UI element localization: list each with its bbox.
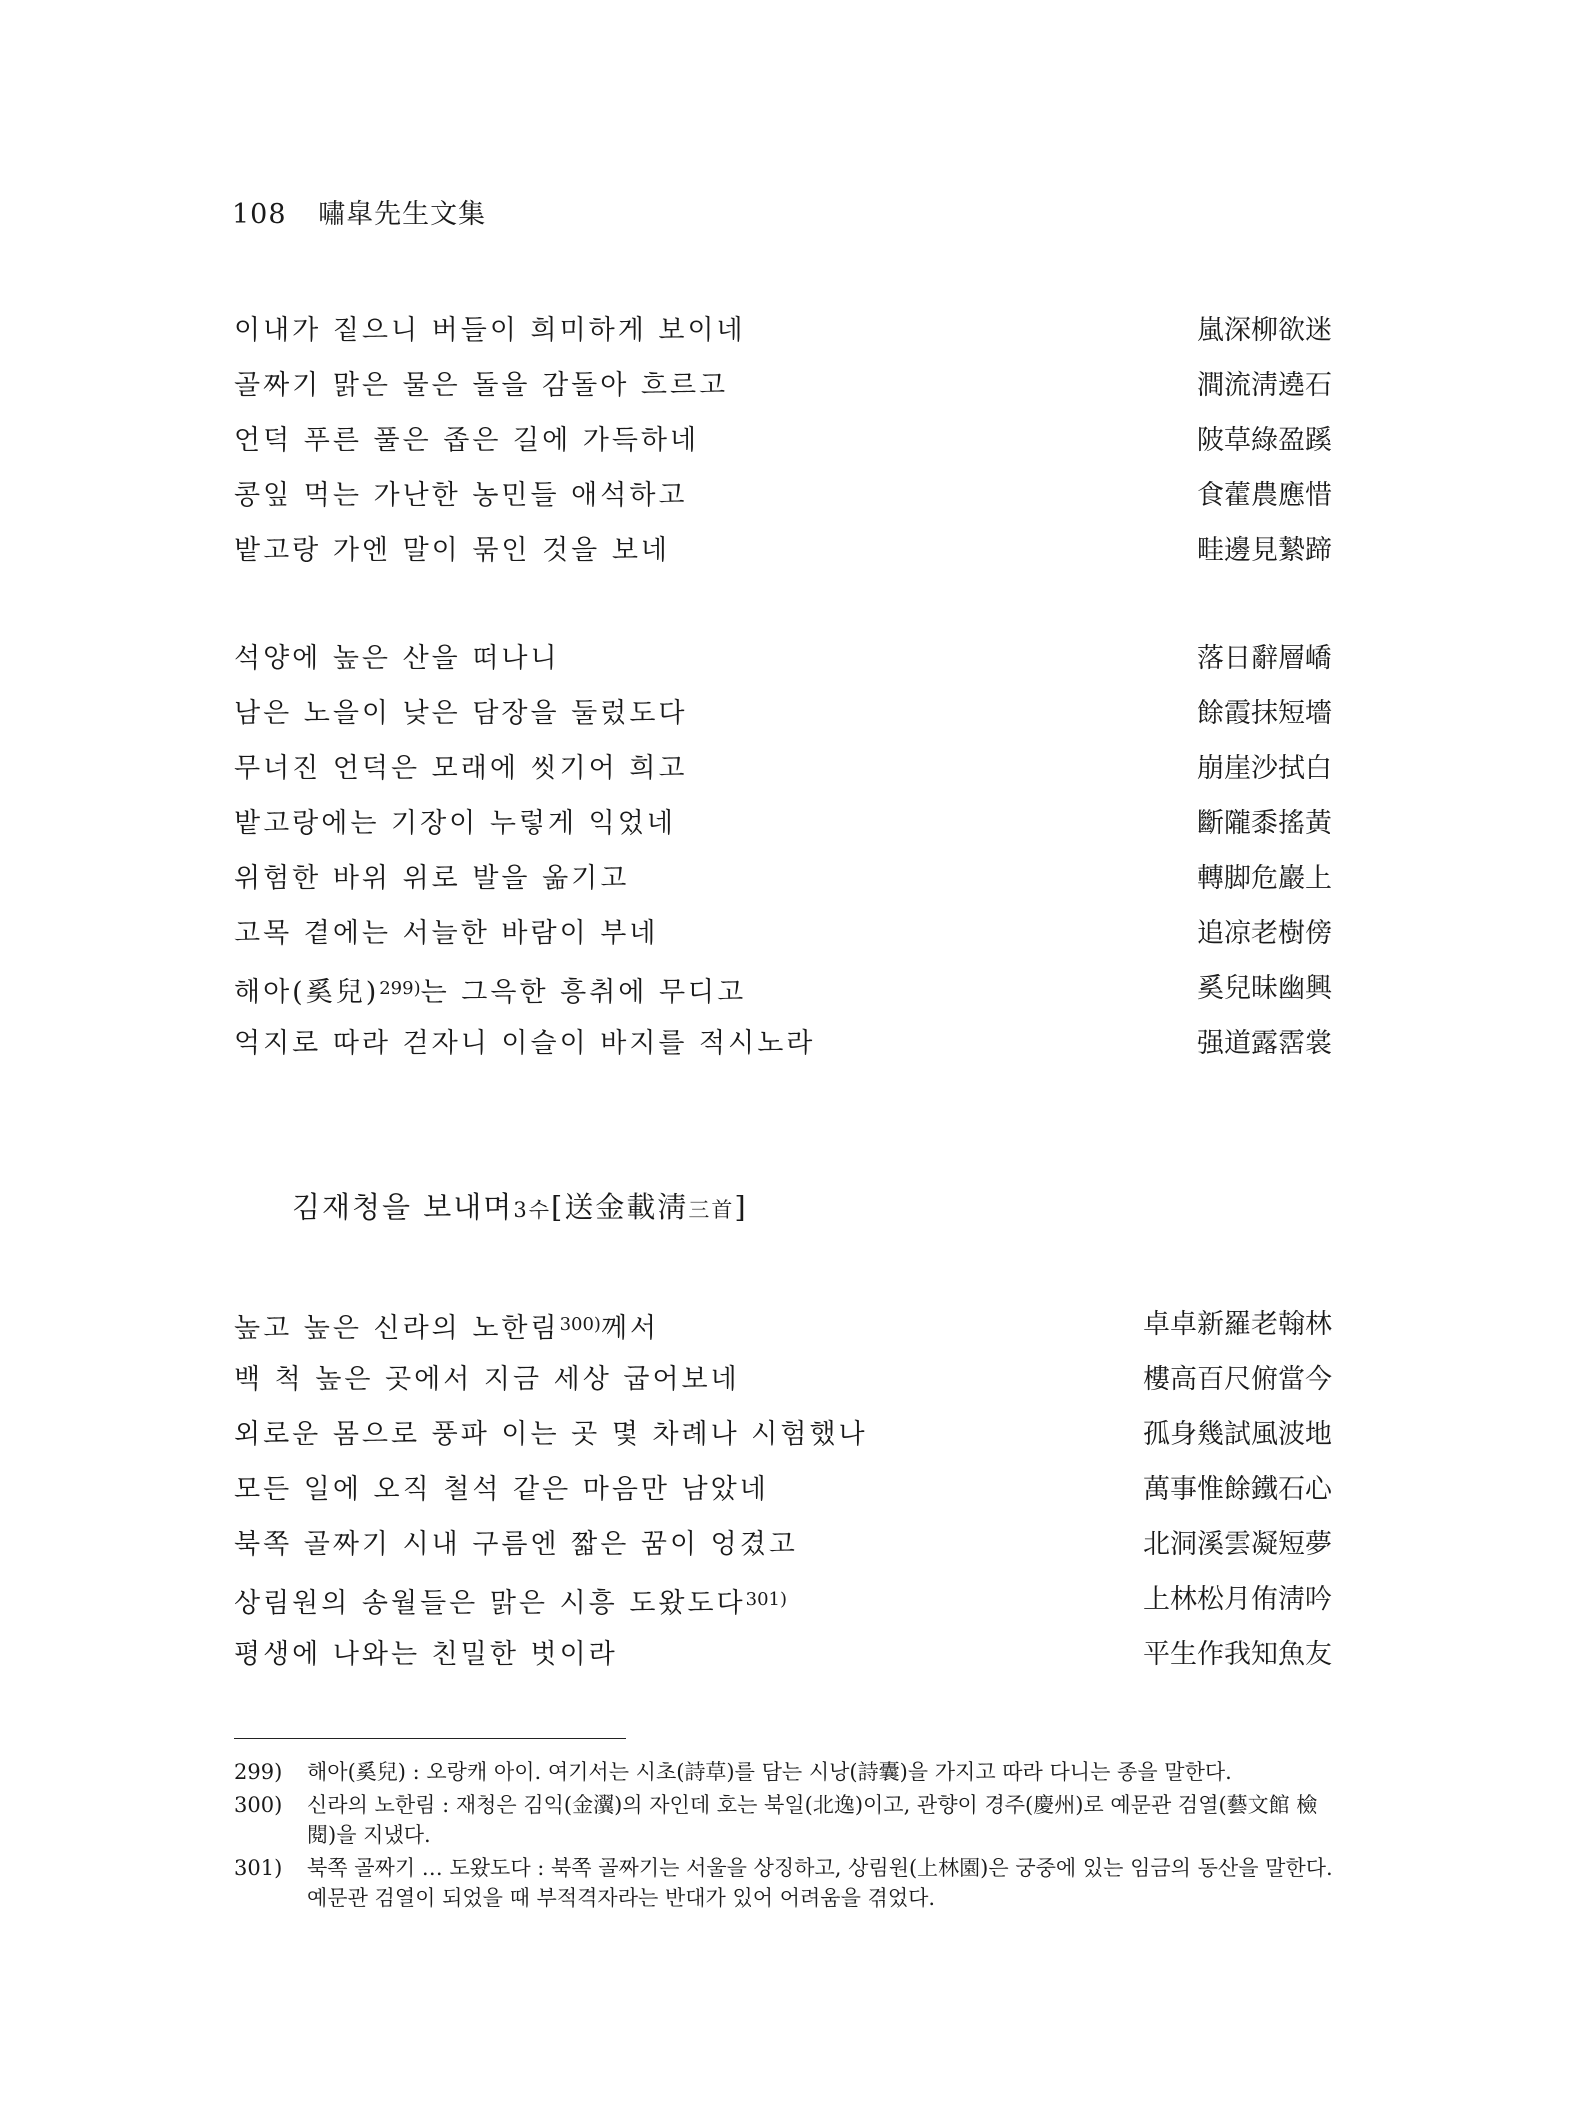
footnote-divider (234, 1738, 626, 1739)
korean-text: 해아(奚兒) (234, 977, 380, 1008)
title-hanja-count: 三首 (688, 1198, 735, 1222)
hanja-line: 卓卓新羅老翰林 (1143, 1309, 1332, 1340)
poem-line (234, 749, 1332, 804)
hanja-line: 澗流淸遶石 (1197, 370, 1332, 401)
korean-text: 는 그윽한 흥취에 무디고 (420, 977, 747, 1008)
poem-line (234, 1580, 1332, 1635)
poem-line (234, 639, 1332, 694)
korean-line: 억지로 따라 걷자니 이슬이 바지를 적시노라 (234, 1028, 816, 1059)
hanja-line: 食藿農應惜 (1197, 480, 1332, 511)
title-bracket-open: [ (550, 1190, 565, 1224)
korean-line: 이내가 짙으니 버들이 희미하게 보이네 (234, 315, 746, 346)
footnote-ref: 301) (745, 1589, 788, 1610)
stanza-1 (234, 311, 1332, 586)
stanza-3 (234, 1305, 1332, 1690)
poem-line (234, 421, 1332, 476)
korean-line (234, 1305, 659, 1349)
poem-line (234, 1024, 1332, 1079)
korean-line: 외로운 몸으로 풍파 이는 곳 몇 차례나 시험했나 (234, 1419, 868, 1450)
korean-line: 위험한 바위 위로 발을 옮기고 (234, 863, 630, 894)
hanja-line: 强道露霑裳 (1197, 1028, 1332, 1059)
hanja-line: 平生作我知魚友 (1143, 1639, 1332, 1670)
poem-line (234, 859, 1332, 914)
footnotes (234, 1757, 1334, 1916)
korean-line: 평생에 나와는 친밀한 벗이라 (234, 1639, 618, 1670)
poem-title (292, 1185, 748, 1226)
korean-line: 밭고랑에는 기장이 누렇게 익었네 (234, 808, 676, 839)
poem-line (234, 914, 1332, 969)
hanja-line: 轉脚危巖上 (1197, 863, 1332, 894)
hanja-line: 萬事惟餘鐵石心 (1143, 1474, 1332, 1505)
korean-line: 남은 노을이 낮은 담장을 둘렀도다 (234, 698, 688, 729)
book-title: 嘯皐先生文集 (318, 199, 487, 230)
poem-line (234, 1305, 1332, 1360)
korean-line: 모든 일에 오직 철석 같은 마음만 남았네 (234, 1474, 769, 1505)
poem-line (234, 1525, 1332, 1580)
footnote-text: 신라의 노한림 : 재청은 김익(金瀷)의 자인데 호는 북일(北逸)이고, 관향이 경주(慶州)로 예문관 검열(藝文館 檢閱)을 지냈다. (307, 1793, 1318, 1847)
poem-line (234, 1470, 1332, 1525)
hanja-line: 嵐深柳欲迷 (1197, 315, 1332, 346)
hanja-line: 孤身幾試風波地 (1143, 1419, 1332, 1450)
hanja-line: 崩崖沙拭白 (1197, 753, 1332, 784)
hanja-line: 落日辭層嶠 (1197, 643, 1332, 674)
hanja-line: 樓高百尺俯當今 (1143, 1364, 1332, 1395)
korean-line (234, 969, 746, 1013)
title-hanja: 送金載淸 (564, 1190, 689, 1224)
poem-line (234, 366, 1332, 421)
hanja-line: 畦邊見縶蹄 (1197, 535, 1332, 566)
poem-line (234, 476, 1332, 531)
poem-line (234, 694, 1332, 749)
hanja-line: 斷隴黍搖黃 (1197, 808, 1332, 839)
footnote-ref: 299) (379, 978, 421, 999)
footnote-text: 북쪽 골짜기 … 도왔도다 : 북쪽 골짜기는 서울을 상징하고, 상림원(上林園)은 궁중에 있는 임금의 동산을 말한다. 예문관 검열이 되었을 때 부적격자라는 반대가 있어 어려움을 겪었다. (307, 1856, 1333, 1910)
korean-text: 높고 높은 신라의 노한림 (234, 1313, 560, 1344)
hanja-line: 北洞溪雲凝短夢 (1143, 1529, 1332, 1560)
footnote (234, 1757, 1334, 1787)
korean-line: 골짜기 맑은 물은 돌을 감돌아 흐르고 (234, 370, 729, 401)
footnote-text: 해아(奚兒) : 오랑캐 아이. 여기서는 시초(詩草)를 담는 시낭(詩囊)을 가지고 따라 다니는 종을 말한다. (307, 1760, 1232, 1784)
korean-line: 고목 곁에는 서늘한 바람이 부네 (234, 918, 659, 949)
page-header (232, 192, 486, 231)
korean-line: 밭고랑 가엔 말이 묶인 것을 보네 (234, 535, 670, 566)
footnote-number: 300) (234, 1793, 283, 1817)
poem-line (234, 531, 1332, 586)
title-bracket-close: ] (734, 1190, 748, 1224)
hanja-line: 奚兒昧幽興 (1197, 973, 1332, 1004)
poem-line (234, 1635, 1332, 1690)
footnote-number: 299) (234, 1760, 283, 1784)
title-count: 3수 (513, 1198, 551, 1222)
hanja-line: 追凉老樹傍 (1197, 918, 1332, 949)
page-number: 108 (232, 199, 287, 230)
poem-line (234, 804, 1332, 859)
footnote (234, 1790, 1334, 1850)
korean-line (234, 1580, 787, 1624)
title-korean: 김재청을 보내며 (292, 1190, 514, 1224)
hanja-line: 餘霞抹短墻 (1197, 698, 1332, 729)
footnote (234, 1853, 1334, 1913)
poem-line (234, 1415, 1332, 1470)
footnote-ref: 300) (559, 1314, 601, 1335)
poem-line (234, 969, 1332, 1024)
korean-line: 백 척 높은 곳에서 지금 세상 굽어보네 (234, 1364, 740, 1395)
korean-line: 석양에 높은 산을 떠나니 (234, 643, 560, 674)
korean-line: 언덕 푸른 풀은 좁은 길에 가득하네 (234, 425, 700, 456)
poem-line (234, 311, 1332, 366)
korean-line: 북쪽 골짜기 시내 구름엔 짧은 꿈이 엉겼고 (234, 1529, 798, 1560)
korean-line: 무너진 언덕은 모래에 씻기어 희고 (234, 753, 688, 784)
korean-line: 콩잎 먹는 가난한 농민들 애석하고 (234, 480, 688, 511)
poem-line (234, 1360, 1332, 1415)
korean-text: 께서 (600, 1313, 660, 1344)
hanja-line: 上林松月侑淸吟 (1143, 1584, 1332, 1615)
footnote-number: 301) (234, 1856, 283, 1880)
korean-text: 상림원의 송월들은 맑은 시흥 도왔도다 (234, 1588, 746, 1619)
stanza-2 (234, 639, 1332, 1079)
hanja-line: 陂草綠盈蹊 (1197, 425, 1332, 456)
